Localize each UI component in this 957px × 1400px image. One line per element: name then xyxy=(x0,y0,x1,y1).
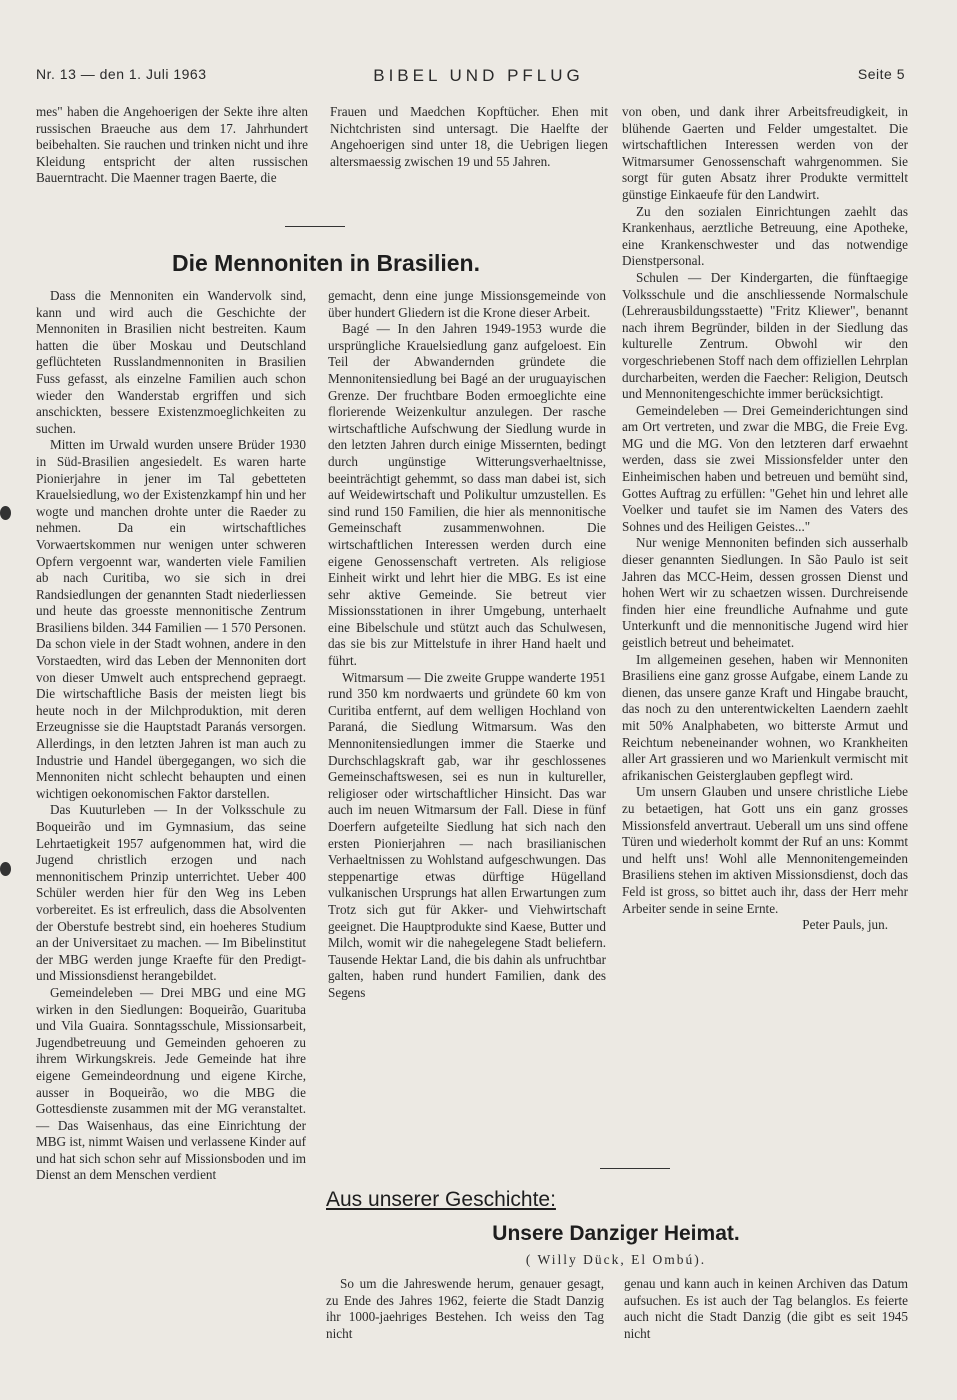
paragraph: Gemeindeleben — Drei MBG und eine MG wirken in den Siedlungen: Boqueirão, Guarituba und Vila Guaira. Sonntagsschule, Missionsarbeit, Jugendbetreuung und Gemeinden gehoeren zu ihrem Wirkungskreis. Jede Gemeinde hat ihre eigene Gemeindeordnung und eigene Kirche, ausser in Boqueirão, wo die MBG die Gottesdienste zusammen mit der MG veranstaltet. — Das Waisenhaus, das eine Einrichtung der MBG ist, nimmt Waisen und verlassene Kinder auf und hat sich schon sehr auf Missionsboden und im Dienst an dem Menschen verdient xyxy=(36,984,306,1183)
top-column-2 xyxy=(330,104,608,170)
divider xyxy=(600,1168,670,1169)
page-number: Seite 5 xyxy=(857,66,905,82)
paragraph: gemacht, denn eine junge Missionsgemeinde von über hundert Gliedern ist die Krone dieser Arbeit. xyxy=(328,288,606,320)
paragraph: Schulen — Der Kindergarten, die fünftaegige Volksschule und die anschliessende Normalschule (Lehrerausbildungsstaette) "Fritz Kliewer", benannt nach ihrem Begründer, bilden in der Siedlung das kulturelle Zentrum. Obwohl wir den vorgeschriebenen Stoff nach dem offiziellen Lehrplan durcharbeiten, werden die Faecher: Religion, Deutsch und Mennonitengeschichte immer berücksichtigt. xyxy=(622,269,908,402)
masthead: BIBEL UND PFLUG xyxy=(373,66,584,85)
article-column-3 xyxy=(622,104,908,934)
paragraph: Nur wenige Mennoniten befinden sich ausserhalb dieser genannten Siedlungen. In São Paulo ist seit Jahren das MCC-Heim, dessen grossen Dienst und hohen Wert wir zu schaetzen wissen. Durchreisende finden hier eine freundliche Aufnahme und gute Unterkunft und die mennonitische Jugend wird hier geistlich betreut und beheimatet. xyxy=(622,535,908,650)
issue-date: Nr. 13 — den 1. Juli 1963 xyxy=(36,66,207,82)
paragraph: Bagé — In den Jahren 1949-1953 wurde die ursprüngliche Krauelsiedlung ganz aufgeloest. Ein Teil der Abwandernden gründete die Mennonitensiedlung bei Bagé an der uruguayischen Grenze. Der fruchtbare Boden ermoeglichte eine florierende Weizenkultur anzulegen. Der rasche wirtschaftliche Aufschwung der Siedlung wurde in den letzten Jahren durch einige Missernten, bedingt durch ungünstige Witterungsverhaeltnisse, beeinträchtigt gehemmt, so dass man dabei ist, sich auf Weidewirtschaft und Polikultur umzustellen. Es sind rund 150 Familien, die hier als mennonitische Gemeinschaft zusammenwohnen. Die wirtschaftlichen Interessen werden durch eine eigene Genossenschaft vertreten. Als religiose Einheit wirkt und lehrt hier die MBG. Es ist eine sehr aktive Gemeinde. Sie betreut vier Missionsstationen in ihrer Umgebung, unterhaelt eine Bibelschule und stützt auch das Schulwesen, das sie bis zur Mittelstufe in ihrer Hand haelt und führt. xyxy=(328,321,606,669)
paragraph: Zu den sozialen Einrichtungen zaehlt das Krankenhaus, aerztliche Betreuung, eine Apotheke, eine Krankenschwester und das notwendige Dienstpersonal. xyxy=(622,203,908,269)
paragraph: Witmarsum — Die zweite Gruppe wanderte 1951 rund 350 km nordwaerts und gründete 60 km von Curitiba entfernt, auf dem welligen Hochland von Paraná, die Siedlung Witmarsum. Was den Mennonitensiedlungen immer die Staerke und Durchschlagskraft gab, war ihr geschlossenes Gemeinschaftswesen, sei es nun in kultureller, religioser oder wirtschaftlicher Hinsicht. Das war auch im neuen Witmarsum der Fall. Diese in fünf Doerfern aufgeteilte Siedlung hat sich nach den ersten Pionierjahren — nach brasilianischen Verhaeltnissen zu Wohlstand aufgeschwungen. Das steppenartige etwas dürftige Hügelland vulkanischen Ursprungs hat allen Erwartungen zum Trotz sich gut für Akker- und Viehwirtschaft geeignet. Die Hauptprodukte sind Kaese, Butter und Milch, womit wir die nahegelegene Stadt beliefern. Tausende Hektar Land, die bis dahin als unfruchtbar galten, haben rund hundert Familien, dank des Segens xyxy=(328,669,606,1000)
article-column-2 xyxy=(328,288,606,1002)
paragraph: Mitten im Urwald wurden unsere Brüder 1930 in Süd-Brasilien angesiedelt. Es waren harte Pionierjahre in jener im Tal gebetteten Krauelsiedlung, wo der Existenzkampf hin und her wogte und manchen drohte unter die Raeder zu nehmen. Da ein wirtschaftliches Vorwaertskommen nur wenigen unter schweren Opfern vergoennt war, wanderten viele Familien ab nach Curitiba, wo sie sich in drei Randsiedlungen der genannten Stadt niederliessen und heute das groesste mennonitische Zentrum Brasiliens bilden. 344 Familien — 1 570 Personen. Da schon viele in der Stadt wohnen, andere in den Vorstaedten, wird das Leben der Mennoniten dort von dieser Umwelt auch entsprechend gepraegt. Die wirtschaftliche Basis der meisten liegt bis heute noch in der Milchproduktion, mit deren Erzeugnisse sie die Hauptstadt Paranás versorgen. Allerdings, in den letzten Jahren ist man auch zu Industrie und Handel übergegangen, wo sich die Mennoniten nicht schlecht behaupten und einen wichtigen oekonomischen Faktor darstellen. xyxy=(36,437,306,801)
article-headline: Die Mennoniten in Brasilien. xyxy=(172,250,480,276)
bottom-column-3 xyxy=(624,1276,908,1342)
paragraph: von oben, und dank ihrer Arbeitsfreudigkeit, in blühende Gaerten und Felder umgestaltet. Die wirtschaftlichen Interessen werden von der Witmarsumer Genossenschaft wahrgenommen. Sie sorgt für guten Absatz ihrer Produkte vermittelt günstige Einkaeufe für den Landwirt. xyxy=(622,104,908,202)
paragraph: Um unsern Glauben und unsere christliche Liebe zu betaetigen, hat Gott uns ein ganz grosses Missionsfeld anvertraut. Ueberall um uns sind offene Türen und wiederholt kommt der Ruf an uns: Kommt und helft uns! Wohl alle Mennonitengemeinden Brasiliens stehen im aktiven Missionsdienst, doch das Feld ist gross, so bittet auch ihr, dass der Herr mehr Arbeiter sende in seine Ernte. xyxy=(622,784,908,916)
paragraph: Frauen und Maedchen Kopftücher. Ehen mit Nichtchristen sind untersagt. Die Haelfte der Angehoerigen sind unter 18, die Uebrigen liegen altersmaessig zwischen 19 und 55 Jahren. xyxy=(330,104,608,169)
paragraph: Dass die Mennoniten ein Wandervolk sind, kann und wird auch die Geschichte der Mennoniten in Brasilien nicht bestreiten. Kaum hatten die über Moskau und Deutschland geflüchteten Russlandmennoniten in Brasilien Fuss gefasst, als einzelne Familien auch schon wieder den Wanderstab ergriffen und sich anschickten, bessere Existenzmoeglichkeiten zu suchen. xyxy=(36,288,306,436)
paragraph: mes" haben die Angehoerigen der Sekte ihre alten russischen Braeuche aus dem 17. Jahrhundert beibehalten. Sie rauchen und trinken nicht und ihre Kleidung entspricht der alten russischen Bauerntracht. Die Maenner tragen Baerte, die xyxy=(36,104,308,186)
top-column-1 xyxy=(36,104,308,187)
paragraph: Gemeindeleben — Drei Gemeinderichtungen sind am Ort vertreten, und zwar die MBG, die Freie Evg. MG und die MG. Von den letzteren darf erwaehnt werden, dass sie zwei Missionsfelder unter den Einheimischen haben und betreuen und bemüht sind, Gottes Auftrag zu erfüllen: "Gehet hin und lehret alle Voelker und taufet sie im Namen des Vaters des Sohnes und des Heiligen Geistes..." xyxy=(622,402,908,534)
bottom-column-2 xyxy=(326,1276,604,1342)
author-signature: Peter Pauls, jun. xyxy=(802,917,888,933)
paragraph: So um die Jahreswende herum, genauer gesagt, zu Ende des Jahres 1962, feierte die Stadt Danzig ihr 1000-jaehriges Bestehen. Ich weiss den Tag nicht xyxy=(326,1276,604,1341)
article-subhead: Unsere Danziger Heimat. xyxy=(492,1222,740,1245)
binding-hole-mark xyxy=(0,506,11,520)
byline: ( Willy Dück, El Ombú). xyxy=(525,1252,707,1267)
section-title: Aus unserer Geschichte: xyxy=(326,1188,556,1211)
paragraph: Das Kuuturleben — In der Volksschule zu Boqueirão und im Gymnasium, das seine Lehrtaetigkeit 1957 aufgenommen hat, wird die Jugend christlich erzogen und nach mennonitischem Prinzip unterrichtet. Ueber 400 Schüler werden hier für den Weg ins Leben vorbereitet. Es ist erfreulich, dass die Absolventen der Oberstufe bestrebt sind, ein hoeheres Studium an der Universitaet zu machen. — Im Bibelinstitut der MBG werden junge Kraefte für den Predigt- und Missionsdienst herangebildet. xyxy=(36,802,306,984)
binding-hole-mark xyxy=(0,862,11,876)
paragraph: genau und kann auch in keinen Archiven das Datum aufsuchen. Es ist auch der Tag belanglos. Es feierte auch nicht die Stadt Danzig (die gibt es seit 1945 nicht xyxy=(624,1276,908,1341)
paragraph: Im allgemeinen gesehen, haben wir Mennoniten Brasiliens eine ganz grosse Aufgabe, einem Lande zu dienen, das unsere ganze Kraft und Hingabe braucht, das noch zu den unterentwickelten Laendern zaehlt mit 50% Analphabeten, wo bitterste Armut und Reichtum nebeneinander wohnen, wo Krankheiten aller Art grassieren und wo Marienkult vermischt mit afrikanischen Geisterglauben gepflegt wird. xyxy=(622,651,908,783)
divider xyxy=(285,226,345,227)
article-column-1 xyxy=(36,288,306,1184)
